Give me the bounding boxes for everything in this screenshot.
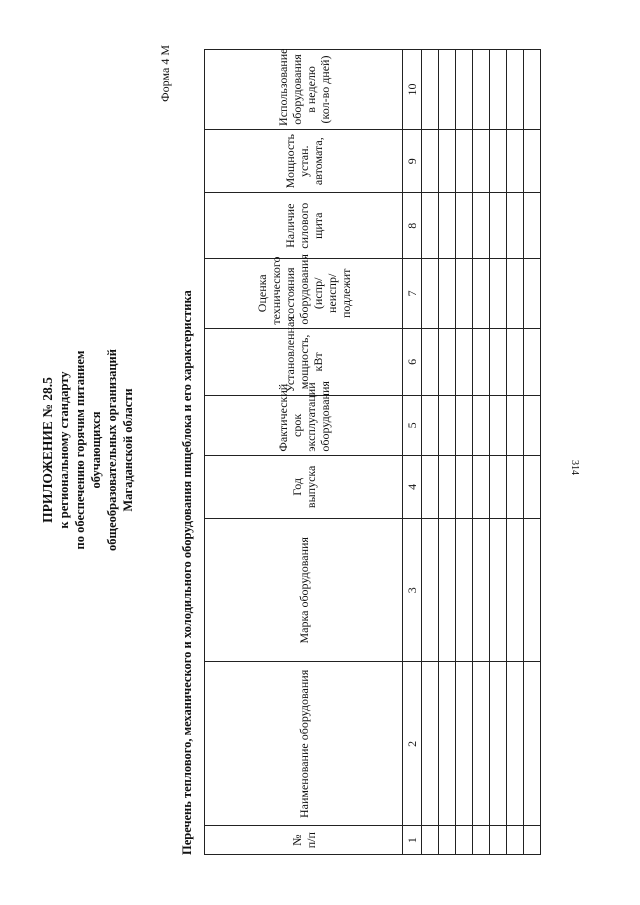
table-cell[interactable] xyxy=(439,396,456,455)
column-number: 4 xyxy=(403,455,422,518)
appendix-title: ПРИЛОЖЕНИЕ № 28.5 xyxy=(40,377,55,523)
table-cell[interactable] xyxy=(490,193,507,259)
table-cell[interactable] xyxy=(422,519,439,662)
column-header: Мощность устан. автомата, xyxy=(205,129,403,192)
table-row xyxy=(524,50,541,855)
table-cell[interactable] xyxy=(473,50,490,130)
table-cell[interactable] xyxy=(507,193,524,259)
list-title: Перечень теплового, механического и холодильного оборудования пищеблока и его характеристика xyxy=(180,290,194,855)
table-cell[interactable] xyxy=(422,258,439,328)
table-cell[interactable] xyxy=(524,455,541,518)
table-cell[interactable] xyxy=(490,826,507,855)
table-row xyxy=(490,50,507,855)
table-cell[interactable] xyxy=(473,193,490,259)
column-header: Марка оборудования xyxy=(205,519,403,662)
column-number: 6 xyxy=(403,328,422,396)
column-number: 3 xyxy=(403,519,422,662)
table-cell[interactable] xyxy=(422,129,439,192)
table-cell[interactable] xyxy=(439,662,456,826)
rotated-page xyxy=(40,45,585,855)
column-number: 10 xyxy=(403,50,422,130)
column-number: 1 xyxy=(403,826,422,855)
table-cell[interactable] xyxy=(524,826,541,855)
table-cell[interactable] xyxy=(456,396,473,455)
column-number: 9 xyxy=(403,129,422,192)
table-cell[interactable] xyxy=(439,455,456,518)
form-label: Форма 4 М xyxy=(158,45,172,102)
table-cell[interactable] xyxy=(473,826,490,855)
table-cell[interactable] xyxy=(507,129,524,192)
table-cell[interactable] xyxy=(507,328,524,396)
table-cell[interactable] xyxy=(507,258,524,328)
equipment-table xyxy=(204,49,541,855)
table-cell[interactable] xyxy=(524,519,541,662)
table-cell[interactable] xyxy=(456,258,473,328)
table-cell[interactable] xyxy=(524,193,541,259)
table-cell[interactable] xyxy=(456,826,473,855)
header-line: Магаданской области xyxy=(121,388,135,512)
header-line: общеобразовательных организаций xyxy=(105,349,119,551)
table-cell[interactable] xyxy=(422,328,439,396)
table-cell[interactable] xyxy=(473,129,490,192)
table-cell[interactable] xyxy=(439,519,456,662)
header-line: обучающихся xyxy=(89,411,103,489)
table-cell[interactable] xyxy=(507,826,524,855)
column-number: 8 xyxy=(403,193,422,259)
table-cell[interactable] xyxy=(422,455,439,518)
table-body xyxy=(403,50,541,855)
page-number: 314 xyxy=(569,460,580,475)
table-cell[interactable] xyxy=(473,519,490,662)
table-cell[interactable] xyxy=(422,826,439,855)
table-cell[interactable] xyxy=(456,662,473,826)
table-cell[interactable] xyxy=(439,826,456,855)
table-cell[interactable] xyxy=(422,50,439,130)
table-cell[interactable] xyxy=(456,455,473,518)
table-cell[interactable] xyxy=(473,396,490,455)
table-cell[interactable] xyxy=(507,519,524,662)
table-cell[interactable] xyxy=(507,455,524,518)
table-cell[interactable] xyxy=(439,328,456,396)
table-cell[interactable] xyxy=(524,129,541,192)
column-header: Наименование оборудования xyxy=(205,662,403,826)
table-cell[interactable] xyxy=(422,662,439,826)
column-header: Год выпуска xyxy=(205,455,403,518)
table-cell[interactable] xyxy=(490,455,507,518)
table-cell[interactable] xyxy=(490,129,507,192)
table-cell[interactable] xyxy=(439,258,456,328)
table-cell[interactable] xyxy=(422,396,439,455)
column-header: Оценка технического состояния оборудования (испр/неиспр/подлежит xyxy=(205,258,403,328)
table-cell[interactable] xyxy=(473,662,490,826)
table-row xyxy=(507,50,524,855)
header-line: по обеспечению горячим питанием xyxy=(73,350,87,550)
table-cell[interactable] xyxy=(524,328,541,396)
column-header: Использование оборудования в неделю (кол-во дней) xyxy=(205,50,403,130)
table-cell[interactable] xyxy=(456,193,473,259)
table-cell[interactable] xyxy=(524,50,541,130)
table-cell[interactable] xyxy=(439,193,456,259)
table-cell[interactable] xyxy=(490,662,507,826)
table-row xyxy=(473,50,490,855)
column-header: Установленная мощность, кВт xyxy=(205,328,403,396)
table-row xyxy=(456,50,473,855)
table-cell[interactable] xyxy=(524,662,541,826)
table-cell[interactable] xyxy=(422,193,439,259)
column-header: Фактический срок эксплуатации оборудования xyxy=(205,396,403,455)
table-row xyxy=(439,50,456,855)
header-line: к региональному стандарту xyxy=(57,371,71,529)
table-cell[interactable] xyxy=(490,519,507,662)
table-cell[interactable] xyxy=(490,396,507,455)
table-cell[interactable] xyxy=(490,50,507,130)
column-number: 2 xyxy=(403,662,422,826)
column-number: 5 xyxy=(403,396,422,455)
table-cell[interactable] xyxy=(456,519,473,662)
table-cell[interactable] xyxy=(439,50,456,130)
table-cell[interactable] xyxy=(524,396,541,455)
table-cell[interactable] xyxy=(456,129,473,192)
table-cell[interactable] xyxy=(507,50,524,130)
table-cell[interactable] xyxy=(507,396,524,455)
document-header xyxy=(40,45,136,855)
table-header-row xyxy=(205,50,403,855)
table-cell[interactable] xyxy=(507,662,524,826)
table-cell[interactable] xyxy=(456,50,473,130)
column-header: № п/п xyxy=(205,826,403,855)
table-row xyxy=(422,50,439,855)
table-cell[interactable] xyxy=(524,258,541,328)
table-cell[interactable] xyxy=(456,328,473,396)
table-cell[interactable] xyxy=(439,129,456,192)
table-cell[interactable] xyxy=(473,258,490,328)
column-number: 7 xyxy=(403,258,422,328)
column-header: Наличие силового щита xyxy=(205,193,403,259)
table-cell[interactable] xyxy=(490,258,507,328)
table-cell[interactable] xyxy=(473,328,490,396)
table-cell[interactable] xyxy=(473,455,490,518)
column-number-row xyxy=(403,50,422,855)
table-cell[interactable] xyxy=(490,328,507,396)
